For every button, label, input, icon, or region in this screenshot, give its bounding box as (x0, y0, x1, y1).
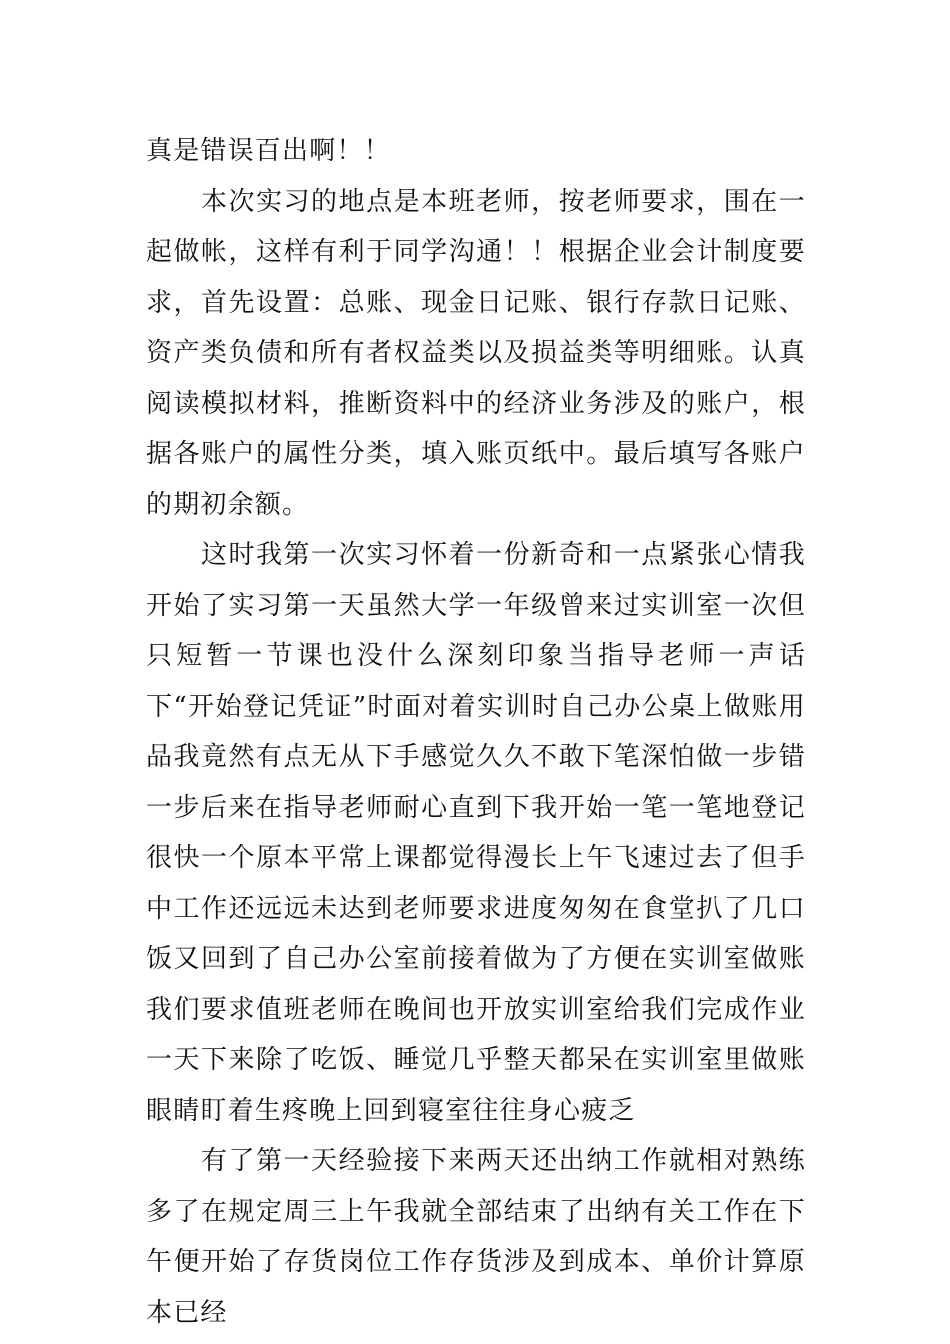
paragraph-1: 真是错误百出啊！！ (146, 136, 391, 166)
paragraph-4: 有了第一天经验接下来两天还出纳工作就相对熟练多了在规定周三上午我就全部结束了出纳有关工作在下午便开始了存货岗位工作存货涉及到成本、单价计算原本已经 (146, 1146, 806, 1328)
paragraph-3: 这时我第一次实习怀着一份新奇和一点紧张心情我开始了实习第一天虽然大学一年级曾来过实训室一次但只短暂一节课也没什么深刻印象当指导老师一声话下“开始登记凭证”时面对着实训时自己办公桌上做账用品我竟然有点无从下手感觉久久不敢下笔深怕做一步错一步后来在指导老师耐心直到下我开始一笔一笔地登记很快一个原本平常上课都觉得漫长上午飞速过去了但手中工作还远远未达到老师要求进度匆匆在食堂扒了几口饭又回到了自己办公室前接着做为了方便在实训室做账我们要求值班老师在晚间也开放实训室给我们完成作业一天下来除了吃饭、睡觉几乎整天都呆在实训室里做账眼睛盯着生疼晚上回到寝室往往身心疲乏 (146, 540, 806, 1126)
document-body (146, 126, 806, 1338)
paragraph-2: 本次实习的地点是本班老师，按老师要求，围在一起做帐，这样有利于同学沟通！！根据企业会计制度要求，首先设置：总账、现金日记账、银行存款日记账、资产类负债和所有者权益类以及损益类等明细账。认真阅读模拟材料，推断资料中的经济业务涉及的账户，根据各账户的属性分类，填入账页纸中。最后填写各账户的期初余额。 (146, 186, 806, 520)
